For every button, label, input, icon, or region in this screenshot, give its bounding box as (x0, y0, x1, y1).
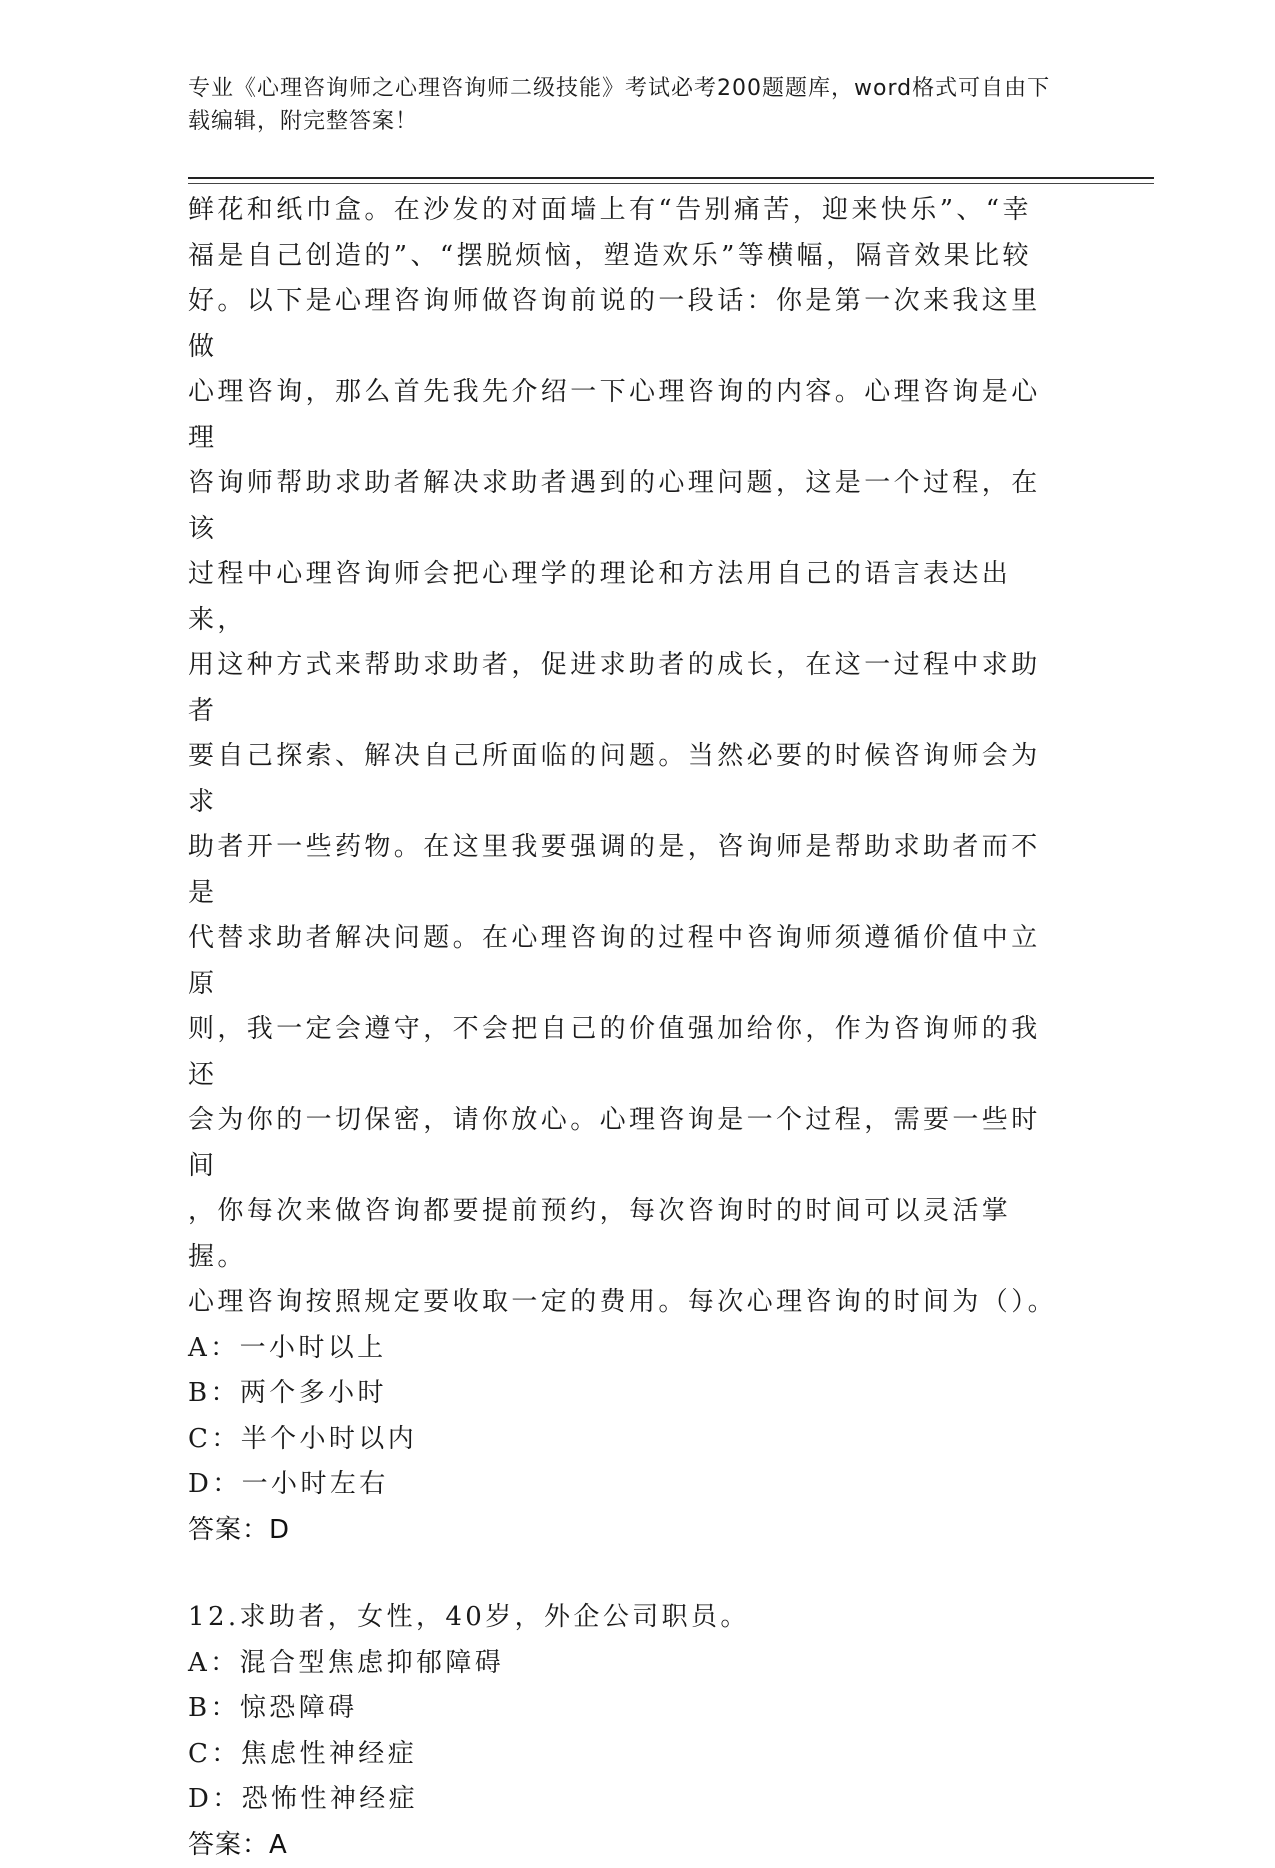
header-rule-thin (188, 183, 1154, 184)
header-rule-thick (188, 177, 1154, 179)
question-stem-line: 用这种方式来帮助求助者，促进求助者的成长，在这一过程中求助者 (188, 643, 1068, 734)
question-stem-line: 助者开一些药物。在这里我要强调的是，咨询师是帮助求助者而不是 (188, 825, 1068, 916)
question-stem-line: 鲜花和纸巾盒。在沙发的对面墙上有“告别痛苦，迎来快乐”、“幸 (188, 188, 1068, 234)
question-stem-line: 代替求助者解决问题。在心理咨询的过程中咨询师须遵循价值中立原 (188, 916, 1068, 1007)
option-a: A：一小时以上 (188, 1326, 1068, 1372)
option-d: D：一小时左右 (188, 1462, 1068, 1508)
document-header (188, 72, 1068, 138)
question-stem-line: 福是自己创造的”、“摆脱烦恼，塑造欢乐”等横幅，隔音效果比较 (188, 234, 1068, 280)
option-b: B：惊恐障碍 (188, 1686, 1068, 1732)
answer-line: 答案：D (188, 1508, 1068, 1554)
question-stem-line: 咨询师帮助求助者解决求助者遇到的心理问题，这是一个过程，在该 (188, 461, 1068, 552)
option-b: B：两个多小时 (188, 1371, 1068, 1417)
document-content (188, 188, 1068, 1868)
option-d: D：恐怖性神经症 (188, 1777, 1068, 1823)
question-11 (188, 188, 1068, 1553)
question-stem-line: 要自己探索、解决自己所面临的问题。当然必要的时候咨询师会为求 (188, 734, 1068, 825)
question-stem-line: 心理咨询，那么首先我先介绍一下心理咨询的内容。心理咨询是心理 (188, 370, 1068, 461)
answer-line: 答案：A (188, 1823, 1068, 1868)
option-c: C：焦虑性神经症 (188, 1732, 1068, 1778)
question-stem-line: 会为你的一切保密，请你放心。心理咨询是一个过程，需要一些时间 (188, 1098, 1068, 1189)
question-stem-line: 过程中心理咨询师会把心理学的理论和方法用自己的语言表达出来， (188, 552, 1068, 643)
question-stem: 12.求助者，女性，40岁，外企公司职员。 (188, 1595, 1068, 1641)
option-c: C：半个小时以内 (188, 1417, 1068, 1463)
question-12 (188, 1595, 1068, 1868)
question-stem-line: 好。以下是心理咨询师做咨询前说的一段话：你是第一次来我这里做 (188, 279, 1068, 370)
question-stem-line: ，你每次来做咨询都要提前预约，每次咨询时的时间可以灵活掌握。 (188, 1189, 1068, 1280)
header-text: 专业《心理咨询师之心理咨询师二级技能》考试必考200题题库，word格式可自由下载编辑，附完整答案！ (188, 76, 1050, 134)
option-a: A：混合型焦虑抑郁障碍 (188, 1641, 1068, 1687)
question-stem-line: 则，我一定会遵守，不会把自己的价值强加给你，作为咨询师的我还 (188, 1007, 1068, 1098)
question-stem-line: 心理咨询按照规定要收取一定的费用。每次心理咨询的时间为（）。 (188, 1280, 1068, 1326)
